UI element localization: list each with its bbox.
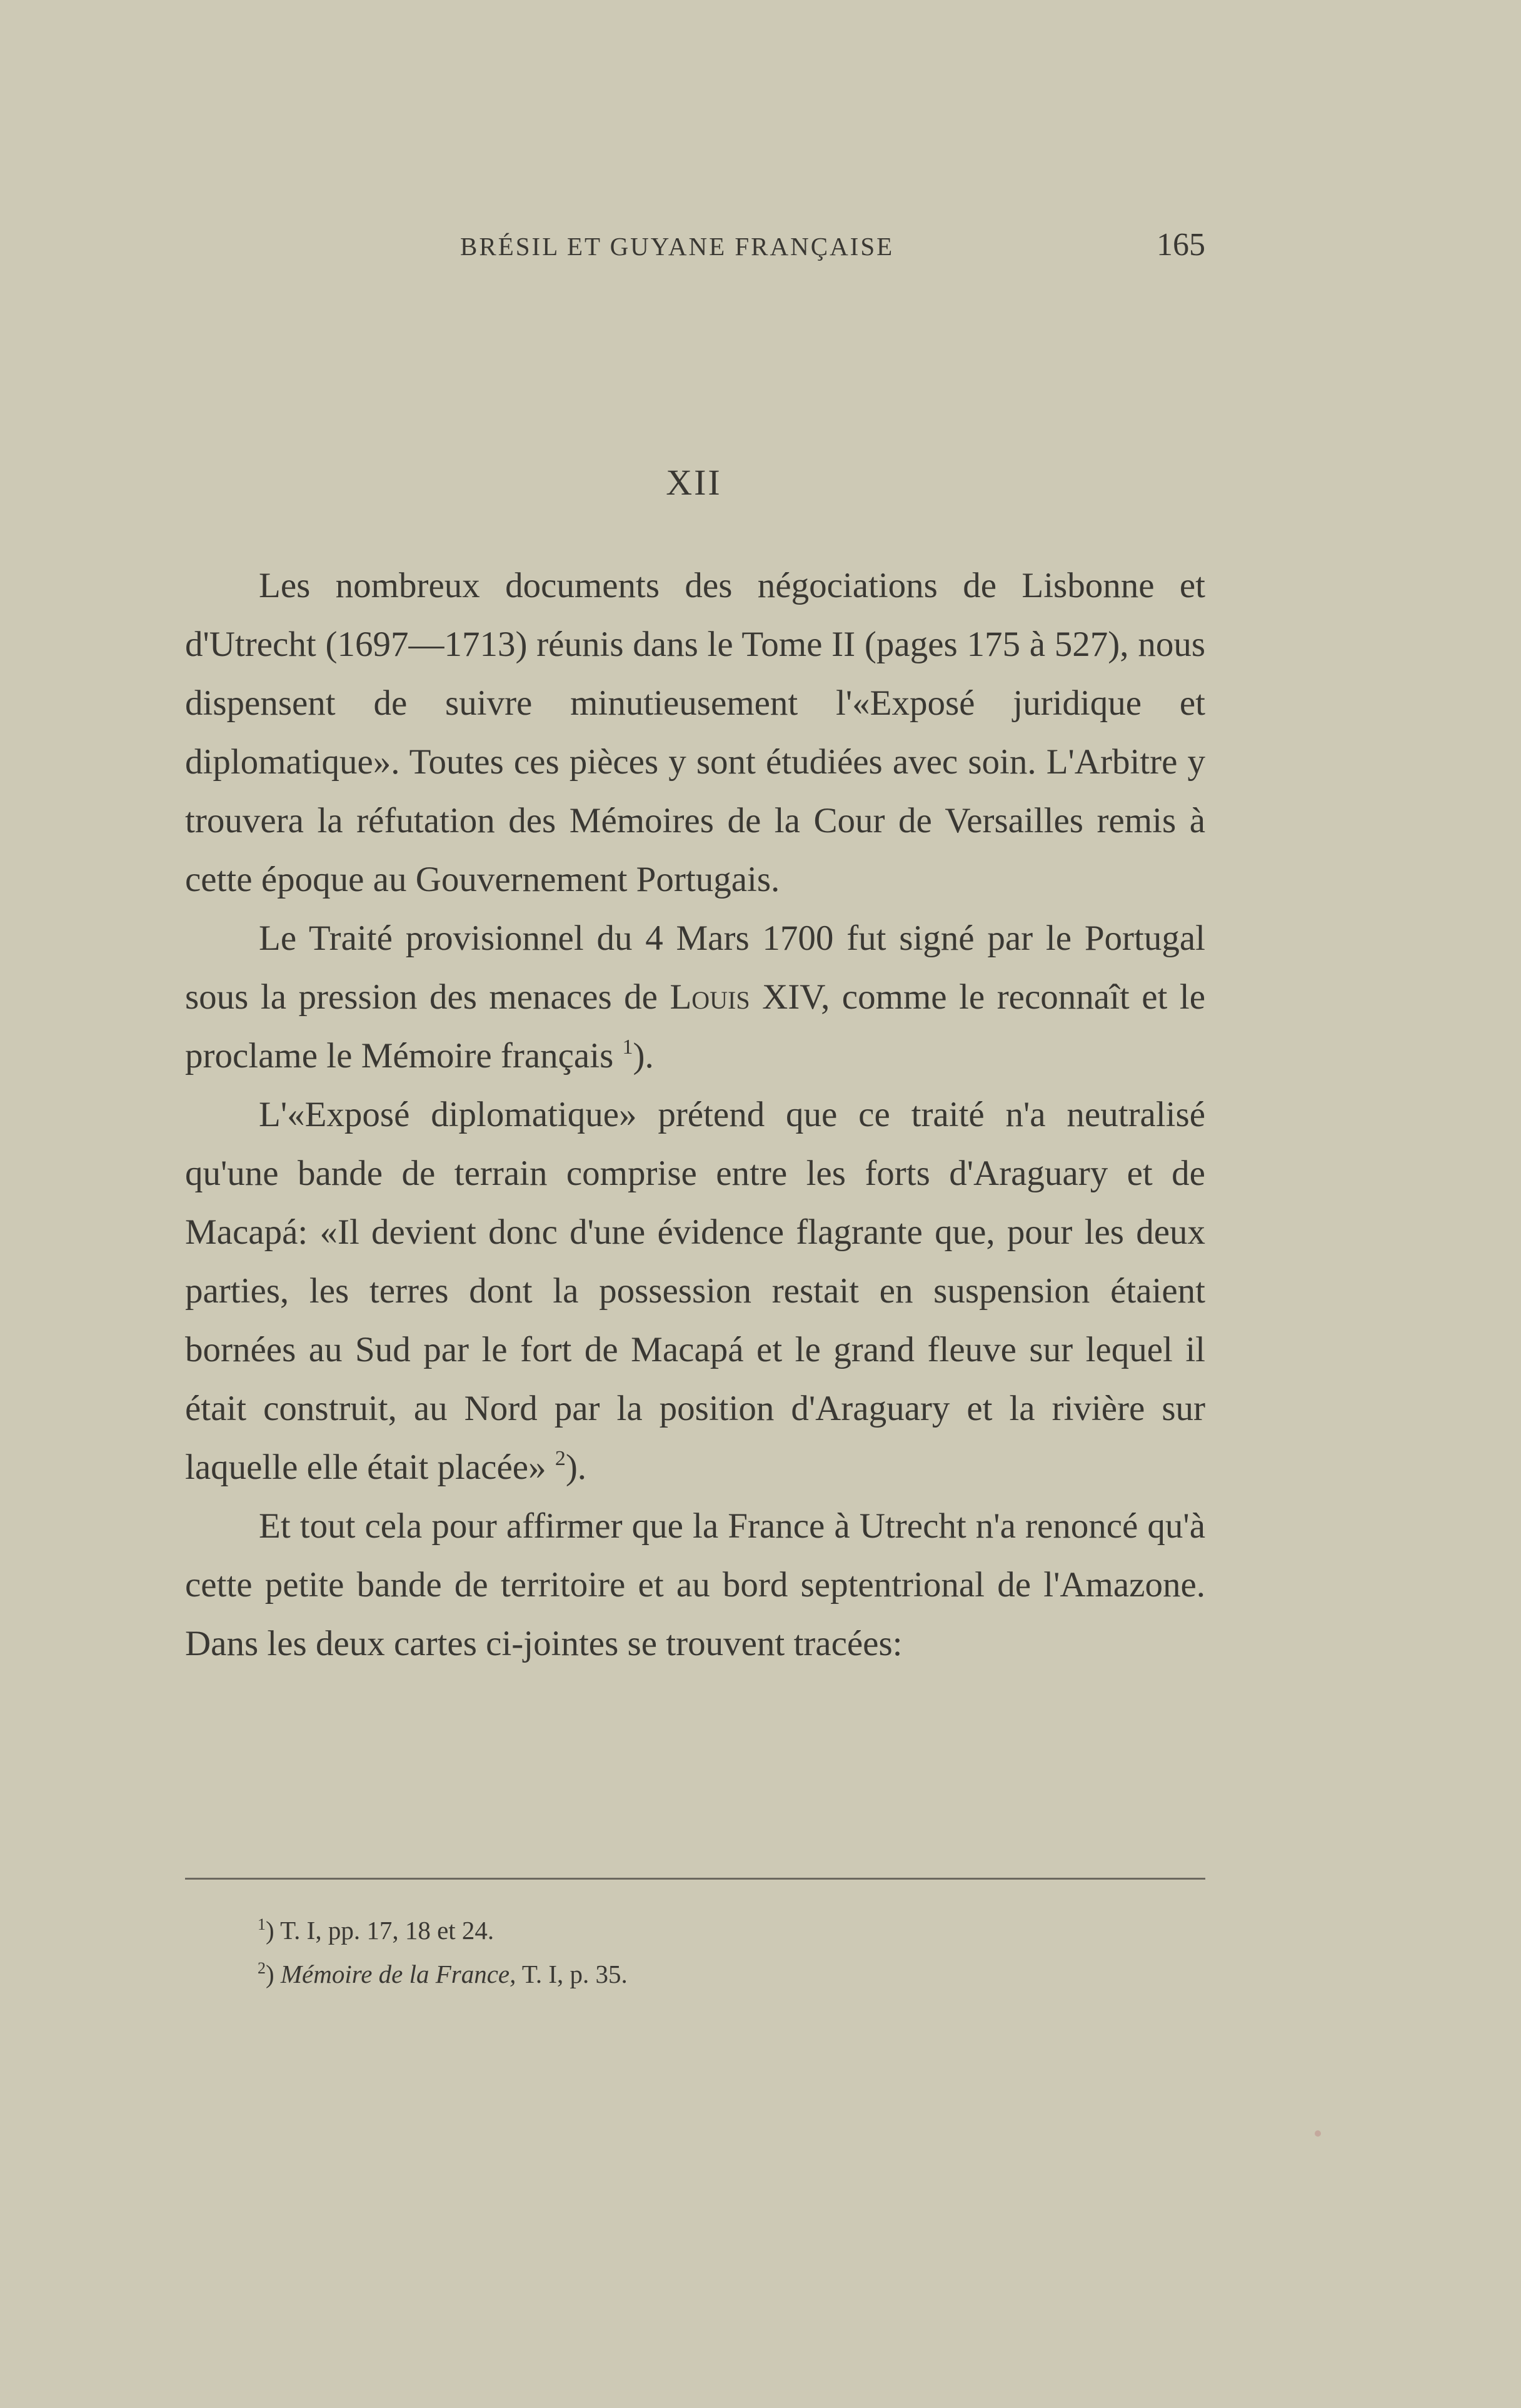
- body-text: [185, 557, 1205, 1673]
- paragraph-4: Et tout cela pour affirmer que la France à Utrecht n'a renoncé qu'à cette petite bande de territoire et au bord septentrional de l'Amazone. Dans les deux cartes ci-jointes se trouvent tracées:: [185, 1506, 1205, 1663]
- footnote-ref-1: 1: [622, 1035, 633, 1059]
- footnote-2-text: T. I, p. 35.: [521, 1960, 628, 1988]
- paragraph-3-text: L'«Exposé diplomatique» prétend que ce traité n'a neutralisé qu'une bande de terrain comprise entre les forts d'Araguary et de Macapá: «Il devient donc d'une évidence flagrante que, pour les deux parties, les terres dont la possession restait en suspension étaient bornées au Sud par le fort de Macapá et le grand fleuve sur lequel il était construit, au Nord par la position d'Araguary et la rivière sur laquelle elle était placée»: [185, 1095, 1205, 1487]
- paper-speck: [1315, 2130, 1321, 2137]
- footnote-1-text: T. I, pp. 17, 18 et 24.: [280, 1916, 494, 1945]
- footnote-rule: [185, 1878, 1205, 1880]
- footnote-2-mark: 2: [258, 1959, 266, 1977]
- page-number: 165: [1157, 227, 1205, 263]
- footnote-1-close: ): [266, 1916, 274, 1945]
- footnote-2-close: ): [266, 1960, 274, 1988]
- paragraph-3-end: ).: [565, 1448, 587, 1487]
- footnote-2-italic: Mémoire de la France,: [280, 1960, 516, 1988]
- footnote-1: [258, 1908, 628, 1952]
- king-name: Louis: [670, 977, 750, 1017]
- paragraph-2: [185, 909, 1205, 1086]
- paragraph-1: Les nombreux documents des négociations de Lisbonne et d'Utrecht (1697—1713) réunis dans le Tome II (pages 175 à 527), nous dispensent de suivre minutieusement l'«Exposé juridique et diplomatique». Toutes ces pièces y sont étudiées avec soin. L'Arbitre y trouvera la réfutation des Mémoires de la Cour de Versailles remis à cette époque au Gouvernement Portugais.: [185, 566, 1205, 899]
- footnote-1-mark: 1: [258, 1915, 266, 1933]
- chapter-number: XII: [666, 462, 722, 503]
- footnotes: [258, 1908, 628, 1996]
- paragraph-2-text-a: Le Traité provisionnel du 4 Mars 1700 fut signé par le Portugal sous la pression des menaces de: [185, 919, 1205, 1017]
- footnote-ref-2: 2: [555, 1447, 566, 1470]
- footnote-2: [258, 1952, 628, 1996]
- running-title: BRÉSIL ET GUYANE FRANÇAISE: [460, 232, 895, 261]
- paragraph-3: [185, 1086, 1205, 1497]
- paragraph-2-end: ).: [633, 1036, 654, 1076]
- running-head: [185, 227, 1205, 268]
- paragraph-2-text-b: XIV, comme le reconnaît et le proclame le Mémoire français: [185, 977, 1206, 1076]
